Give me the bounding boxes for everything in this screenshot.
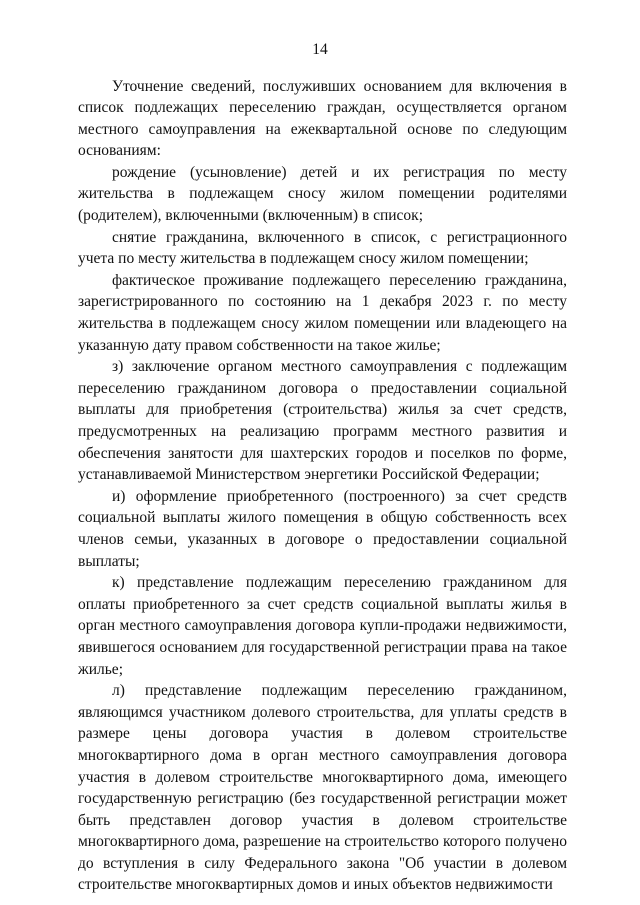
paragraph-actual-residence: фактическое проживание подлежащего переселению гражданина, зарегистрированного по состоянию на 1 декабря 2023 г. по месту жительства в подлежащем сносу жилом помещении или владеющего на указанную дату правом собственности на такое жилье; xyxy=(78,271,567,354)
paragraph-item-k: к) представление подлежащим переселению гражданином для оплаты приобретенного за счет средств социальной выплаты жилья в орган местного самоуправления договора купли-продажи недвижимости, явившегося основанием для государственной регистрации права на такое жилье; xyxy=(78,574,567,678)
paragraph-item-z: з) заключение органом местного самоуправления с подлежащим переселению гражданином договора о предоставлении социальной выплаты для приобретения (строительства) жилья за счет средств, предусмотренных на реализацию программ местного развития и обеспечения занятости для шахтерских городов и поселков по форме, устанавливаемой Министерством энергетики Российской Федерации; xyxy=(78,358,567,484)
page-number: 14 xyxy=(312,41,328,58)
paragraph-item-i: и) оформление приобретенного (построенного) за счет средств социальной выплаты жилого помещения в общую собственность всех членов семьи, указанных в договоре о предоставлении социальной выплаты; xyxy=(78,487,567,570)
document-body xyxy=(78,76,567,897)
paragraph-intro: Уточнение сведений, послуживших основанием для включения в список подлежащих переселению граждан, осуществляется органом местного самоуправления на ежеквартальной основе по следующим основаниям: xyxy=(78,77,567,160)
paragraph-deregistration: снятие гражданина, включенного в список, с регистрационного учета по месту жительства в подлежащем сносу жилом помещении; xyxy=(78,228,567,268)
paragraph-birth-registration: рождение (усыновление) детей и их регистрация по месту жительства в подлежащем сносу жилом помещении родителями (родителем), включенными (включенным) в список; xyxy=(78,163,567,225)
paragraph-item-l: л) представление подлежащим переселению гражданином, являющимся участником долевого строительства, для уплаты средств в размере цены договора участия в долевом строительстве многоквартирного дома в орган местного самоуправления договора участия в долевом строительстве многоквартирного дома, имеющего государственную регистрацию (без государственной регистрации может быть представлен договор участия в долевом строительстве многоквартирного дома, разрешение на строительство которого получено до вступления в силу Федерального закона "Об участии в долевом строительстве многоквартирных домов и иных объектов недвижимости xyxy=(78,682,567,894)
